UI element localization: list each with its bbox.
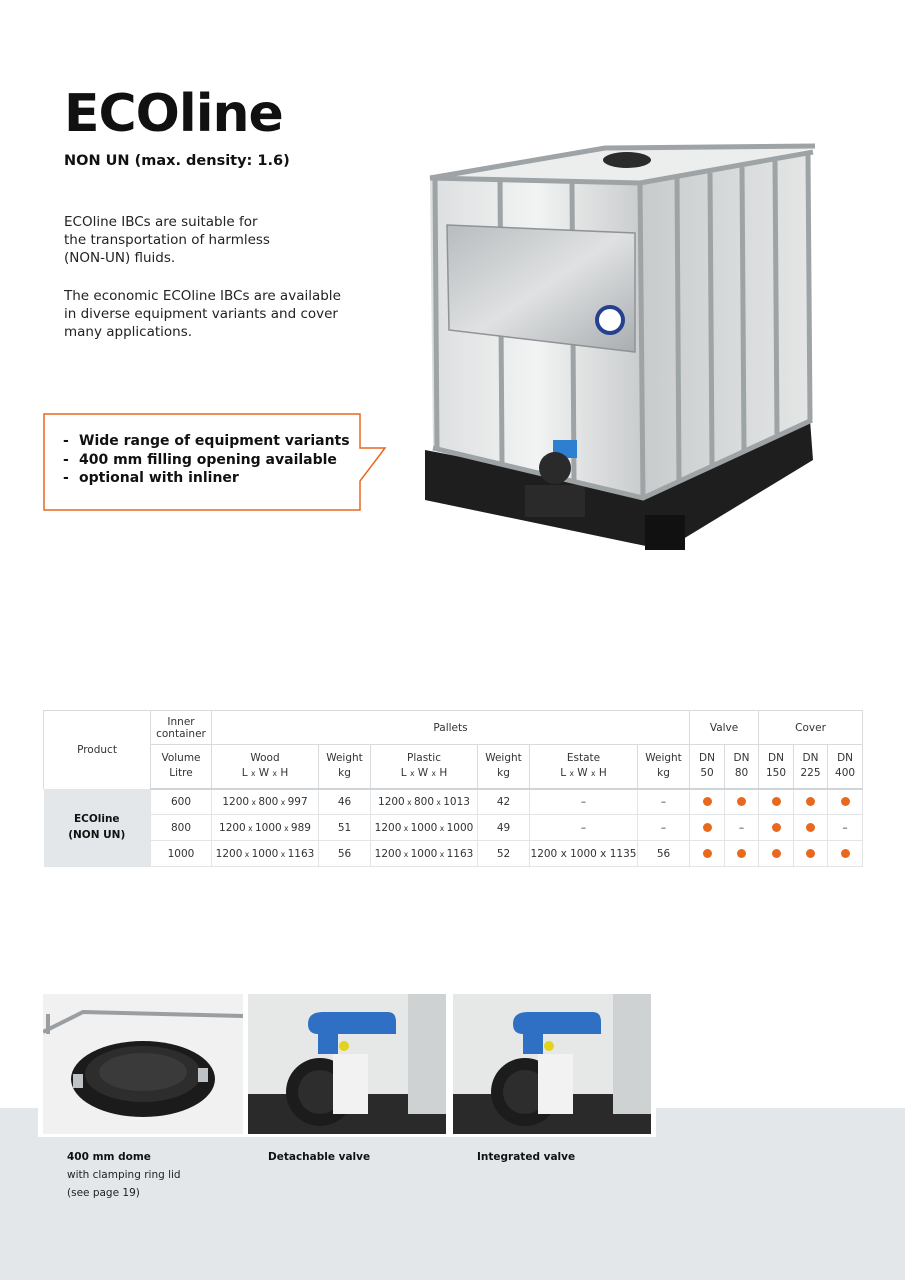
feature-item: - optional with inliner <box>63 469 350 488</box>
lwh-label: L x W x H <box>241 767 289 780</box>
col-header-dn50: DN 50 <box>690 745 725 789</box>
feature-item: - 400 mm filling opening available <box>63 451 350 470</box>
header-line: container <box>156 727 206 740</box>
intro-line: many applications. <box>64 324 193 340</box>
page-subtitle: NON UN (max. density: 1.6) <box>64 153 290 169</box>
dimension-value: 1200 x 1000 x 1163 <box>374 847 474 860</box>
dn150-cell <box>759 815 794 841</box>
dn225-cell <box>794 815 828 841</box>
header-line: Weight <box>326 752 363 765</box>
header-line: Litre <box>169 767 193 780</box>
caption-dome <box>67 1148 181 1202</box>
available-dot-icon <box>703 823 712 832</box>
detachable-valve-icon <box>248 994 446 1134</box>
detachable-valve-photo <box>248 994 446 1134</box>
col-header-estate <box>530 745 638 789</box>
spec-table-body <box>44 789 863 867</box>
caption-title: Integrated valve <box>477 1151 576 1163</box>
intro-paragraph-1 <box>64 213 364 267</box>
volume-cell: 600 <box>151 789 212 815</box>
intro-line: in diverse equipment variants and cover <box>64 306 338 322</box>
table-row <box>44 815 863 841</box>
available-dot-icon <box>806 823 815 832</box>
integrated-valve-photo <box>453 994 651 1134</box>
dimension-value: 1200 x 1000 x 989 <box>219 821 311 834</box>
volume-cell: 800 <box>151 815 212 841</box>
col-header-plastic <box>371 745 478 789</box>
col-header-valve: Valve <box>690 711 759 745</box>
lwh-label: L x W x H <box>400 767 448 780</box>
available-dot-icon <box>703 849 712 858</box>
estate-weight-cell: 56 <box>638 841 690 867</box>
caption-line: with clamping ring lid <box>67 1169 181 1181</box>
feature-callout <box>43 413 391 511</box>
intro-line: The economic ECOline IBCs are available <box>64 288 341 304</box>
available-dot-icon <box>841 849 850 858</box>
dn80-cell <box>725 841 759 867</box>
intro-paragraph-2 <box>64 287 364 341</box>
dimension-value: 1200 x 800 x 1013 <box>378 795 470 808</box>
lwh-label: L x W x H <box>560 767 607 780</box>
header-line: Inner <box>167 715 195 728</box>
available-dot-icon <box>806 849 815 858</box>
available-dot-icon <box>806 797 815 806</box>
wood-dims-cell <box>212 841 319 867</box>
plastic-dims-cell <box>371 815 478 841</box>
available-dot-icon <box>772 849 781 858</box>
available-dot-icon <box>841 797 850 806</box>
header-line: Volume <box>161 752 201 765</box>
dn400-cell <box>828 841 863 867</box>
col-header-dn150: DN 150 <box>759 745 794 789</box>
dn225-cell <box>794 789 828 815</box>
feature-item: - Wide range of equipment variants <box>63 432 350 451</box>
dome-lid-icon <box>43 994 243 1134</box>
wood-dims-cell <box>212 789 319 815</box>
col-header-plastic-weight <box>478 745 530 789</box>
table-row <box>44 789 863 815</box>
dn80-cell: – <box>725 815 759 841</box>
dimension-value: 1200 x 1000 x 1000 <box>374 821 474 834</box>
header-line: Wood <box>250 752 280 765</box>
estate-weight-cell: – <box>638 815 690 841</box>
dn50-cell <box>690 841 725 867</box>
header-line: Plastic <box>407 752 441 765</box>
col-header-product: Product <box>44 711 151 789</box>
dn225-cell <box>794 841 828 867</box>
header-line: Estate <box>566 752 601 765</box>
caption-title: 400 mm dome <box>67 1151 151 1163</box>
col-header-volume <box>151 745 212 789</box>
estate-weight-cell: – <box>638 789 690 815</box>
page-title: ECOline <box>64 84 283 144</box>
dn400-cell: – <box>828 815 863 841</box>
header-line: kg <box>657 767 670 780</box>
wood-dims-cell <box>212 815 319 841</box>
dn50-cell <box>690 815 725 841</box>
caption-integrated-valve <box>477 1148 575 1166</box>
header-line: Weight <box>485 752 522 765</box>
dn50-cell <box>690 789 725 815</box>
available-dot-icon <box>737 797 746 806</box>
caption-line: (see page 19) <box>67 1187 140 1199</box>
caption-title: Detachable valve <box>268 1151 371 1163</box>
header-line: kg <box>497 767 510 780</box>
dome-lid-photo <box>43 994 243 1134</box>
col-header-dn225: DN 225 <box>794 745 828 789</box>
col-header-wood-weight <box>319 745 371 789</box>
dn400-cell <box>828 789 863 815</box>
plastic-weight-cell: 49 <box>478 815 530 841</box>
intro-line: (NON-UN) fluids. <box>64 250 176 266</box>
header-line: kg <box>338 767 351 780</box>
plastic-dims-cell <box>371 789 478 815</box>
feature-list <box>63 432 350 488</box>
col-header-wood <box>212 745 319 789</box>
col-header-dn400: DN 400 <box>828 745 863 789</box>
product-cell: ECOline (NON UN) <box>44 789 151 867</box>
col-header-dn80: DN 80 <box>725 745 759 789</box>
estate-dims-cell: 1200 x 1000 x 1135 <box>530 841 638 867</box>
col-header-cover: Cover <box>759 711 863 745</box>
header-line: Weight <box>645 752 682 765</box>
wood-weight-cell: 56 <box>319 841 371 867</box>
available-dot-icon <box>772 823 781 832</box>
dimension-value: 1200 x 1000 x 1163 <box>215 847 315 860</box>
col-header-pallets: Pallets <box>212 711 690 745</box>
dn80-cell <box>725 789 759 815</box>
dimension-value: 1200 x 800 x 997 <box>222 795 308 808</box>
estate-dims-cell: – <box>530 815 638 841</box>
spec-table <box>43 710 863 867</box>
volume-cell: 1000 <box>151 841 212 867</box>
plastic-weight-cell: 52 <box>478 841 530 867</box>
estate-dims-cell: – <box>530 789 638 815</box>
plastic-dims-cell <box>371 841 478 867</box>
caption-detachable-valve <box>268 1148 370 1166</box>
table-row <box>44 841 863 867</box>
available-dot-icon <box>703 797 712 806</box>
ibc-container-image <box>415 130 825 560</box>
wood-weight-cell: 51 <box>319 815 371 841</box>
intro-line: the transportation of harmless <box>64 232 270 248</box>
dn150-cell <box>759 789 794 815</box>
dn150-cell <box>759 841 794 867</box>
col-header-estate-weight <box>638 745 690 789</box>
plastic-weight-cell: 42 <box>478 789 530 815</box>
integrated-valve-icon <box>453 994 651 1134</box>
col-header-inner-container <box>151 711 212 745</box>
intro-line: ECOline IBCs are suitable for <box>64 214 258 230</box>
wood-weight-cell: 46 <box>319 789 371 815</box>
available-dot-icon <box>737 849 746 858</box>
available-dot-icon <box>772 797 781 806</box>
